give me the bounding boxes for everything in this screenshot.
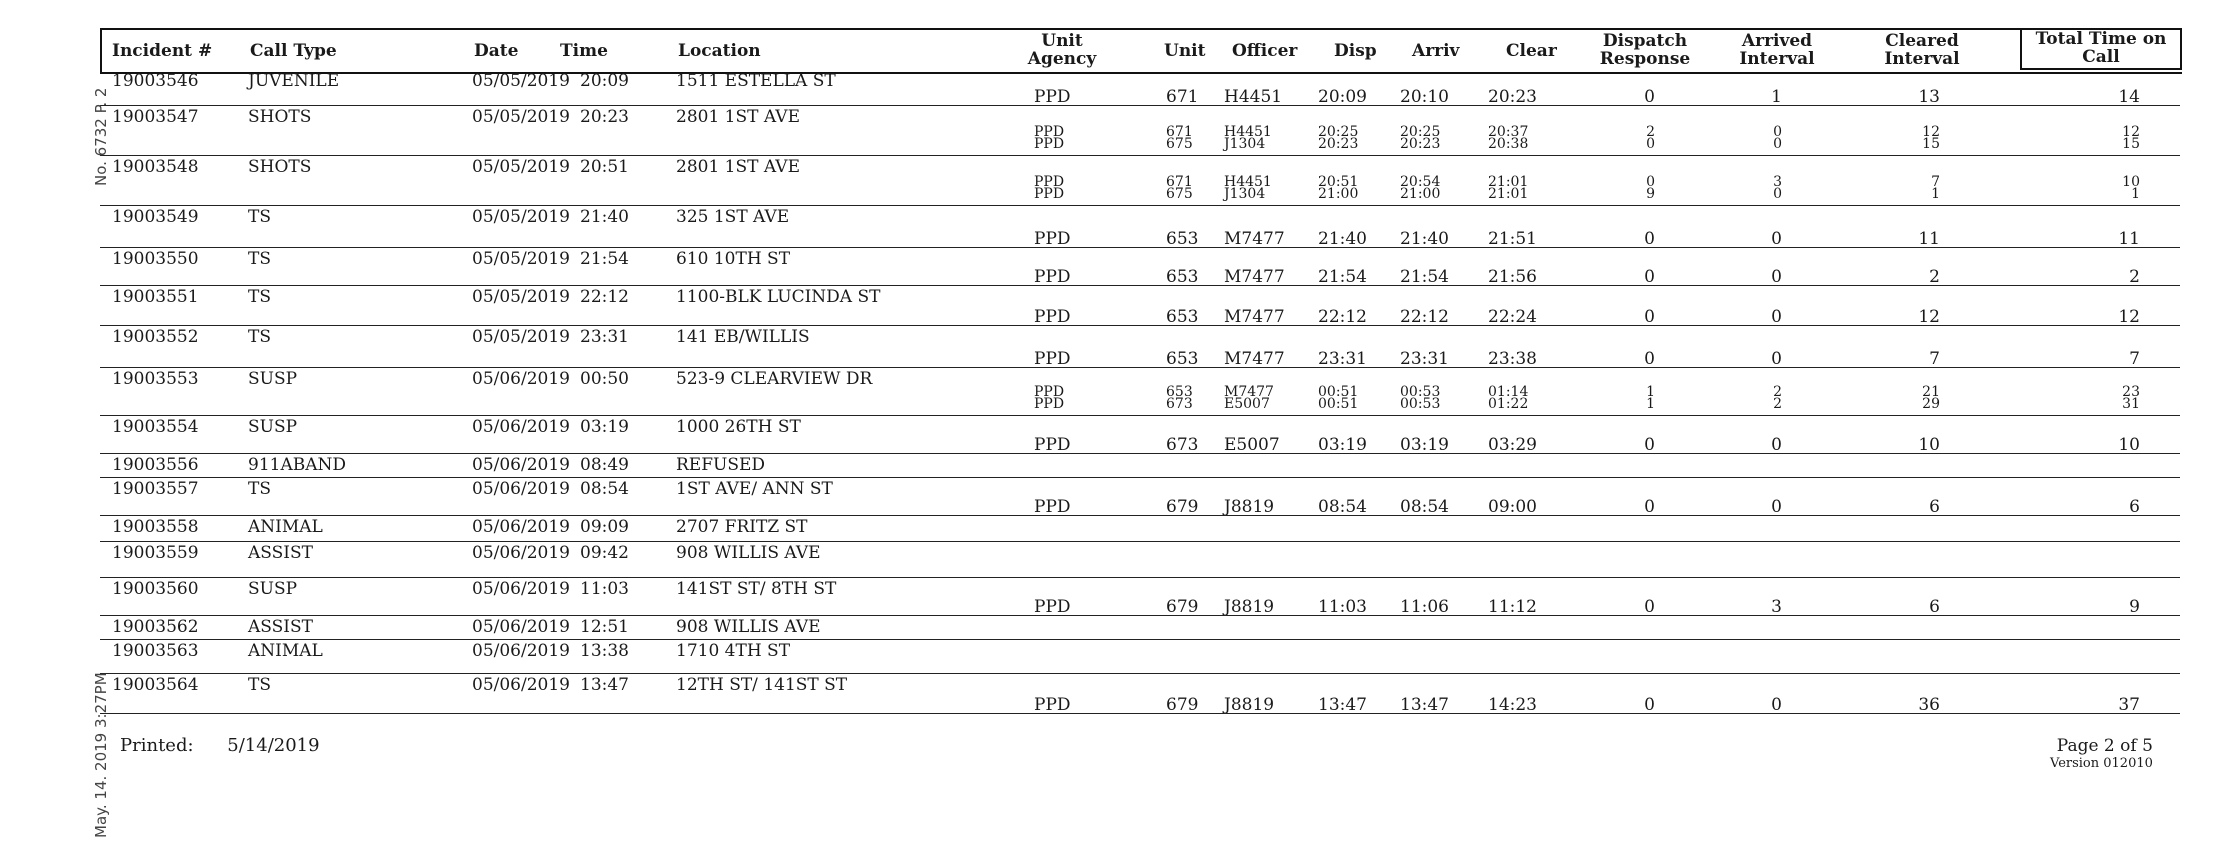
call-time: 03:19 [580, 417, 629, 437]
arrival-time: 20:54 [1400, 174, 1441, 190]
table-row [100, 478, 2180, 516]
incident-number: 19003554 [112, 417, 199, 437]
cleared-interval: 6 [1929, 597, 1940, 617]
dispatch-time: 00:51 [1318, 396, 1359, 412]
incident-number: 19003552 [112, 327, 199, 347]
call-date: 05/05/2019 [472, 249, 570, 269]
incident-number: 19003560 [112, 579, 199, 599]
total-time: 12 [2122, 124, 2140, 140]
officer-id: J1304 [1224, 136, 1266, 152]
unit-agency: PPD [1034, 396, 1065, 412]
header-total-time-box [2020, 28, 2182, 70]
total-time: 10 [2118, 435, 2140, 455]
arrived-interval: 3 [1771, 597, 1782, 617]
cleared-interval: 6 [1929, 497, 1940, 517]
table-row [100, 416, 2180, 454]
officer-id: J8819 [1224, 597, 1275, 617]
dispatch-time: 21:54 [1318, 267, 1367, 287]
unit-number: 653 [1166, 229, 1199, 249]
total-time: 10 [2122, 174, 2140, 190]
page-number: Page 2 of 5 [2056, 736, 2153, 756]
call-date: 05/06/2019 [472, 641, 570, 661]
arrived-interval: 0 [1771, 349, 1782, 369]
header-call-type: Call Type [250, 41, 337, 61]
table-row [100, 248, 2180, 286]
dispatch-time: 20:23 [1318, 136, 1359, 152]
clear-time: 20:37 [1488, 124, 1529, 140]
header-unit-agency: Unit Agency [1027, 31, 1097, 69]
location: 1710 4TH ST [676, 641, 791, 661]
table-row [100, 616, 2180, 640]
unit-agency: PPD [1034, 136, 1065, 152]
call-type: 911ABAND [248, 455, 346, 475]
arrived-interval: 0 [1773, 136, 1782, 152]
dispatch-response: 9 [1646, 186, 1655, 202]
arrived-interval: 1 [1771, 87, 1782, 107]
dispatch-time: 13:47 [1318, 695, 1367, 715]
call-time: 20:23 [580, 107, 629, 127]
unit-number: 679 [1166, 497, 1199, 517]
unit-number: 679 [1166, 695, 1199, 715]
header-disp: Disp [1334, 41, 1377, 61]
call-type: SHOTS [248, 107, 312, 127]
incident-number: 19003564 [112, 675, 199, 695]
unit-agency: PPD [1034, 497, 1071, 517]
call-date: 05/06/2019 [472, 617, 570, 637]
unit-agency: PPD [1034, 597, 1071, 617]
arrived-interval: 0 [1771, 307, 1782, 327]
cleared-interval: 10 [1918, 435, 1940, 455]
table-row [100, 286, 2180, 326]
dispatch-response: 0 [1646, 136, 1655, 152]
clear-time: 14:23 [1488, 695, 1537, 715]
arrival-time: 11:06 [1400, 597, 1449, 617]
total-time: 31 [2122, 396, 2140, 412]
unit-agency: PPD [1034, 349, 1071, 369]
clear-time: 21:51 [1488, 229, 1537, 249]
officer-id: E5007 [1224, 396, 1270, 412]
dispatch-response: 0 [1644, 267, 1655, 287]
fax-stamp-bottom: May. 14. 2019 3:27PM [92, 672, 110, 838]
location: 12TH ST/ 141ST ST [676, 675, 848, 695]
unit-agency: PPD [1034, 435, 1071, 455]
incident-number: 19003549 [112, 207, 199, 227]
arrived-interval: 2 [1773, 396, 1782, 412]
call-date: 05/06/2019 [472, 479, 570, 499]
header-location: Location [678, 41, 761, 61]
call-type: TS [248, 675, 271, 695]
total-time: 11 [2118, 229, 2140, 249]
dispatch-time: 21:40 [1318, 229, 1367, 249]
dispatch-time: 11:03 [1318, 597, 1367, 617]
total-time: 37 [2118, 695, 2140, 715]
header-incident: Incident # [112, 41, 213, 61]
location: 2707 FRITZ ST [676, 517, 808, 537]
clear-time: 23:38 [1488, 349, 1537, 369]
unit-agency: PPD [1034, 186, 1065, 202]
cleared-interval: 13 [1918, 87, 1940, 107]
arrived-interval: 2 [1773, 384, 1782, 400]
header-unit: Unit [1164, 41, 1206, 61]
location: 908 WILLIS AVE [676, 617, 821, 637]
dispatch-time: 20:25 [1318, 124, 1359, 140]
cleared-interval: 11 [1918, 229, 1940, 249]
call-time: 20:51 [580, 157, 629, 177]
officer-id: J1304 [1224, 186, 1266, 202]
dispatch-response: 0 [1644, 597, 1655, 617]
officer-id: J8819 [1224, 695, 1275, 715]
unit-number: 671 [1166, 174, 1193, 190]
unit-number: 673 [1166, 435, 1199, 455]
cleared-interval: 15 [1922, 136, 1940, 152]
call-time: 11:03 [580, 579, 629, 599]
unit-agency: PPD [1034, 174, 1065, 190]
call-date: 05/06/2019 [472, 675, 570, 695]
call-time: 21:40 [580, 207, 629, 227]
cleared-interval: 1 [1931, 186, 1940, 202]
incident-number: 19003551 [112, 287, 199, 307]
unit-number: 679 [1166, 597, 1199, 617]
cleared-interval: 29 [1922, 396, 1940, 412]
total-time: 6 [2129, 497, 2140, 517]
unit-number: 675 [1166, 186, 1193, 202]
clear-time: 01:22 [1488, 396, 1529, 412]
printed-date-line [120, 735, 320, 756]
call-time: 22:12 [580, 287, 629, 307]
call-time: 20:09 [580, 71, 629, 91]
incident-number: 19003550 [112, 249, 199, 269]
call-date: 05/06/2019 [472, 417, 570, 437]
table-row [100, 640, 2180, 674]
officer-id: M7477 [1224, 229, 1285, 249]
location: 908 WILLIS AVE [676, 543, 821, 563]
dispatch-response: 0 [1646, 174, 1655, 190]
unit-number: 673 [1166, 396, 1193, 412]
call-date: 05/05/2019 [472, 327, 570, 347]
clear-time: 03:29 [1488, 435, 1537, 455]
call-type: ASSIST [248, 617, 313, 637]
call-date: 05/05/2019 [472, 287, 570, 307]
clear-time: 20:38 [1488, 136, 1529, 152]
incident-number: 19003562 [112, 617, 199, 637]
unit-number: 675 [1166, 136, 1193, 152]
dispatch-time: 00:51 [1318, 384, 1359, 400]
location: 1ST AVE/ ANN ST [676, 479, 833, 499]
call-date: 05/05/2019 [472, 157, 570, 177]
page-info [2050, 736, 2153, 771]
unit-number: 653 [1166, 267, 1199, 287]
unit-agency: PPD [1034, 267, 1071, 287]
dispatch-response: 0 [1644, 87, 1655, 107]
unit-number: 653 [1166, 307, 1199, 327]
clear-time: 20:23 [1488, 87, 1537, 107]
dispatch-response: 1 [1646, 384, 1655, 400]
call-type: SUSP [248, 369, 298, 389]
total-time: 2 [2129, 267, 2140, 287]
unit-agency: PPD [1034, 384, 1065, 400]
table-row [100, 578, 2180, 616]
call-date: 05/06/2019 [472, 517, 570, 537]
clear-time: 22:24 [1488, 307, 1537, 327]
table-row [100, 156, 2180, 206]
arrived-interval: 0 [1771, 435, 1782, 455]
arrival-time: 03:19 [1400, 435, 1449, 455]
dispatch-time: 21:00 [1318, 186, 1359, 202]
call-type: ANIMAL [248, 641, 323, 661]
header-cleared-interval: Cleared Interval [1884, 31, 1960, 69]
total-time: 9 [2129, 597, 2140, 617]
call-time: 21:54 [580, 249, 629, 269]
officer-id: M7477 [1224, 267, 1285, 287]
arrival-time: 20:25 [1400, 124, 1441, 140]
dispatch-response: 0 [1644, 229, 1655, 249]
arrived-interval: 0 [1773, 186, 1782, 202]
incident-number: 19003556 [112, 455, 199, 475]
call-type: TS [248, 327, 271, 347]
arrival-time: 23:31 [1400, 349, 1449, 369]
arrival-time: 13:47 [1400, 695, 1449, 715]
incident-number: 19003563 [112, 641, 199, 661]
header-arrived-interval: Arrived Interval [1739, 31, 1815, 69]
table-row [100, 454, 2180, 478]
dispatch-response: 1 [1646, 396, 1655, 412]
dispatch-response: 0 [1644, 497, 1655, 517]
arrived-interval: 0 [1771, 497, 1782, 517]
call-type: TS [248, 479, 271, 499]
version-label: Version 012010 [2050, 756, 2153, 771]
dispatch-response: 0 [1644, 435, 1655, 455]
location: 2801 1ST AVE [676, 107, 800, 127]
unit-agency: PPD [1034, 87, 1071, 107]
dispatch-time: 23:31 [1318, 349, 1367, 369]
call-type: SUSP [248, 579, 298, 599]
call-type: ANIMAL [248, 517, 323, 537]
table-header [100, 28, 2182, 74]
cleared-interval: 21 [1922, 384, 1940, 400]
call-date: 05/06/2019 [472, 455, 570, 475]
table-row [100, 368, 2180, 416]
incident-number: 19003547 [112, 107, 199, 127]
clear-time: 21:01 [1488, 174, 1529, 190]
call-date: 05/05/2019 [472, 107, 570, 127]
header-arriv: Arriv [1412, 41, 1460, 61]
call-date: 05/05/2019 [472, 71, 570, 91]
table-row [100, 326, 2180, 368]
unit-number: 671 [1166, 87, 1199, 107]
total-time: 14 [2118, 87, 2140, 107]
location: 1000 26TH ST [676, 417, 801, 437]
unit-agency: PPD [1034, 229, 1071, 249]
call-time: 12:51 [580, 617, 629, 637]
officer-id: M7477 [1224, 384, 1274, 400]
dispatch-response: 0 [1644, 349, 1655, 369]
row-divider [100, 713, 2180, 714]
dispatch-time: 22:12 [1318, 307, 1367, 327]
arrival-time: 20:10 [1400, 87, 1449, 107]
location: 141ST ST/ 8TH ST [676, 579, 837, 599]
table-row [100, 206, 2180, 248]
call-date: 05/05/2019 [472, 207, 570, 227]
header-time: Time [560, 41, 608, 61]
officer-id: M7477 [1224, 349, 1285, 369]
call-type: SHOTS [248, 157, 312, 177]
officer-id: H4451 [1224, 124, 1272, 140]
header-clear: Clear [1506, 41, 1557, 61]
call-time: 09:09 [580, 517, 629, 537]
call-date: 05/06/2019 [472, 369, 570, 389]
clear-time: 21:56 [1488, 267, 1537, 287]
header-date: Date [474, 41, 519, 61]
table-row [100, 542, 2180, 578]
arrival-time: 20:23 [1400, 136, 1441, 152]
printed-date: 5/14/2019 [227, 735, 320, 756]
incident-number: 19003546 [112, 71, 199, 91]
arrival-time: 08:54 [1400, 497, 1449, 517]
printed-label: Printed: [120, 735, 194, 756]
dispatch-time: 20:09 [1318, 87, 1367, 107]
arrived-interval: 0 [1771, 267, 1782, 287]
dispatch-time: 20:51 [1318, 174, 1359, 190]
location: REFUSED [676, 455, 766, 475]
call-time: 13:38 [580, 641, 629, 661]
dispatch-time: 08:54 [1318, 497, 1367, 517]
location: 1511 ESTELLA ST [676, 71, 836, 91]
header-dispatch-response: Dispatch Response [1599, 31, 1691, 69]
unit-agency: PPD [1034, 307, 1071, 327]
dispatch-time: 03:19 [1318, 435, 1367, 455]
officer-id: J8819 [1224, 497, 1275, 517]
location: 1100-BLK LUCINDA ST [676, 287, 881, 307]
clear-time: 11:12 [1488, 597, 1537, 617]
table-row [100, 106, 2180, 156]
incident-number: 19003553 [112, 369, 199, 389]
header-officer: Officer [1232, 41, 1298, 61]
location: 2801 1ST AVE [676, 157, 800, 177]
table-row [100, 674, 2180, 714]
call-type: TS [248, 287, 271, 307]
incident-number: 19003558 [112, 517, 199, 537]
arrived-interval: 0 [1771, 229, 1782, 249]
unit-agency: PPD [1034, 695, 1071, 715]
incident-number: 19003548 [112, 157, 199, 177]
call-date: 05/06/2019 [472, 543, 570, 563]
officer-id: H4451 [1224, 174, 1272, 190]
officer-id: H4451 [1224, 87, 1283, 107]
call-time: 09:42 [580, 543, 629, 563]
arrival-time: 22:12 [1400, 307, 1449, 327]
arrival-time: 21:54 [1400, 267, 1449, 287]
fax-stamp-top: No. 6732 P. 2 [92, 87, 110, 186]
call-time: 08:49 [580, 455, 629, 475]
call-type: SUSP [248, 417, 298, 437]
incident-number: 19003557 [112, 479, 199, 499]
clear-time: 01:14 [1488, 384, 1529, 400]
table-row [100, 516, 2180, 542]
unit-number: 653 [1166, 384, 1193, 400]
header-total-time: Total Time on Call [2035, 29, 2167, 67]
arrived-interval: 0 [1773, 124, 1782, 140]
arrival-time: 00:53 [1400, 384, 1441, 400]
unit-number: 671 [1166, 124, 1193, 140]
cleared-interval: 2 [1929, 267, 1940, 287]
dispatch-response: 0 [1644, 695, 1655, 715]
location: 610 10TH ST [676, 249, 791, 269]
location: 141 EB/WILLIS [676, 327, 810, 347]
dispatch-response: 2 [1646, 124, 1655, 140]
cleared-interval: 12 [1918, 307, 1940, 327]
table-row [100, 70, 2180, 106]
unit-agency: PPD [1034, 124, 1065, 140]
dispatch-response: 0 [1644, 307, 1655, 327]
arrival-time: 21:40 [1400, 229, 1449, 249]
total-time: 12 [2118, 307, 2140, 327]
incident-number: 19003559 [112, 543, 199, 563]
call-time: 00:50 [580, 369, 629, 389]
call-date: 05/06/2019 [472, 579, 570, 599]
location: 523-9 CLEARVIEW DR [676, 369, 873, 389]
call-type: JUVENILE [248, 71, 340, 91]
clear-time: 09:00 [1488, 497, 1537, 517]
total-time: 1 [2131, 186, 2140, 202]
cleared-interval: 12 [1922, 124, 1940, 140]
total-time: 23 [2122, 384, 2140, 400]
arrived-interval: 0 [1771, 695, 1782, 715]
arrival-time: 00:53 [1400, 396, 1441, 412]
cleared-interval: 7 [1929, 349, 1940, 369]
call-type: TS [248, 249, 271, 269]
arrival-time: 21:00 [1400, 186, 1441, 202]
location: 325 1ST AVE [676, 207, 790, 227]
cleared-interval: 7 [1931, 174, 1940, 190]
officer-id: E5007 [1224, 435, 1280, 455]
clear-time: 21:01 [1488, 186, 1529, 202]
total-time: 15 [2122, 136, 2140, 152]
call-time: 23:31 [580, 327, 629, 347]
arrived-interval: 3 [1773, 174, 1782, 190]
call-time: 08:54 [580, 479, 629, 499]
total-time: 7 [2129, 349, 2140, 369]
unit-number: 653 [1166, 349, 1199, 369]
cleared-interval: 36 [1918, 695, 1940, 715]
call-time: 13:47 [580, 675, 629, 695]
officer-id: M7477 [1224, 307, 1285, 327]
call-type: ASSIST [248, 543, 313, 563]
call-type: TS [248, 207, 271, 227]
